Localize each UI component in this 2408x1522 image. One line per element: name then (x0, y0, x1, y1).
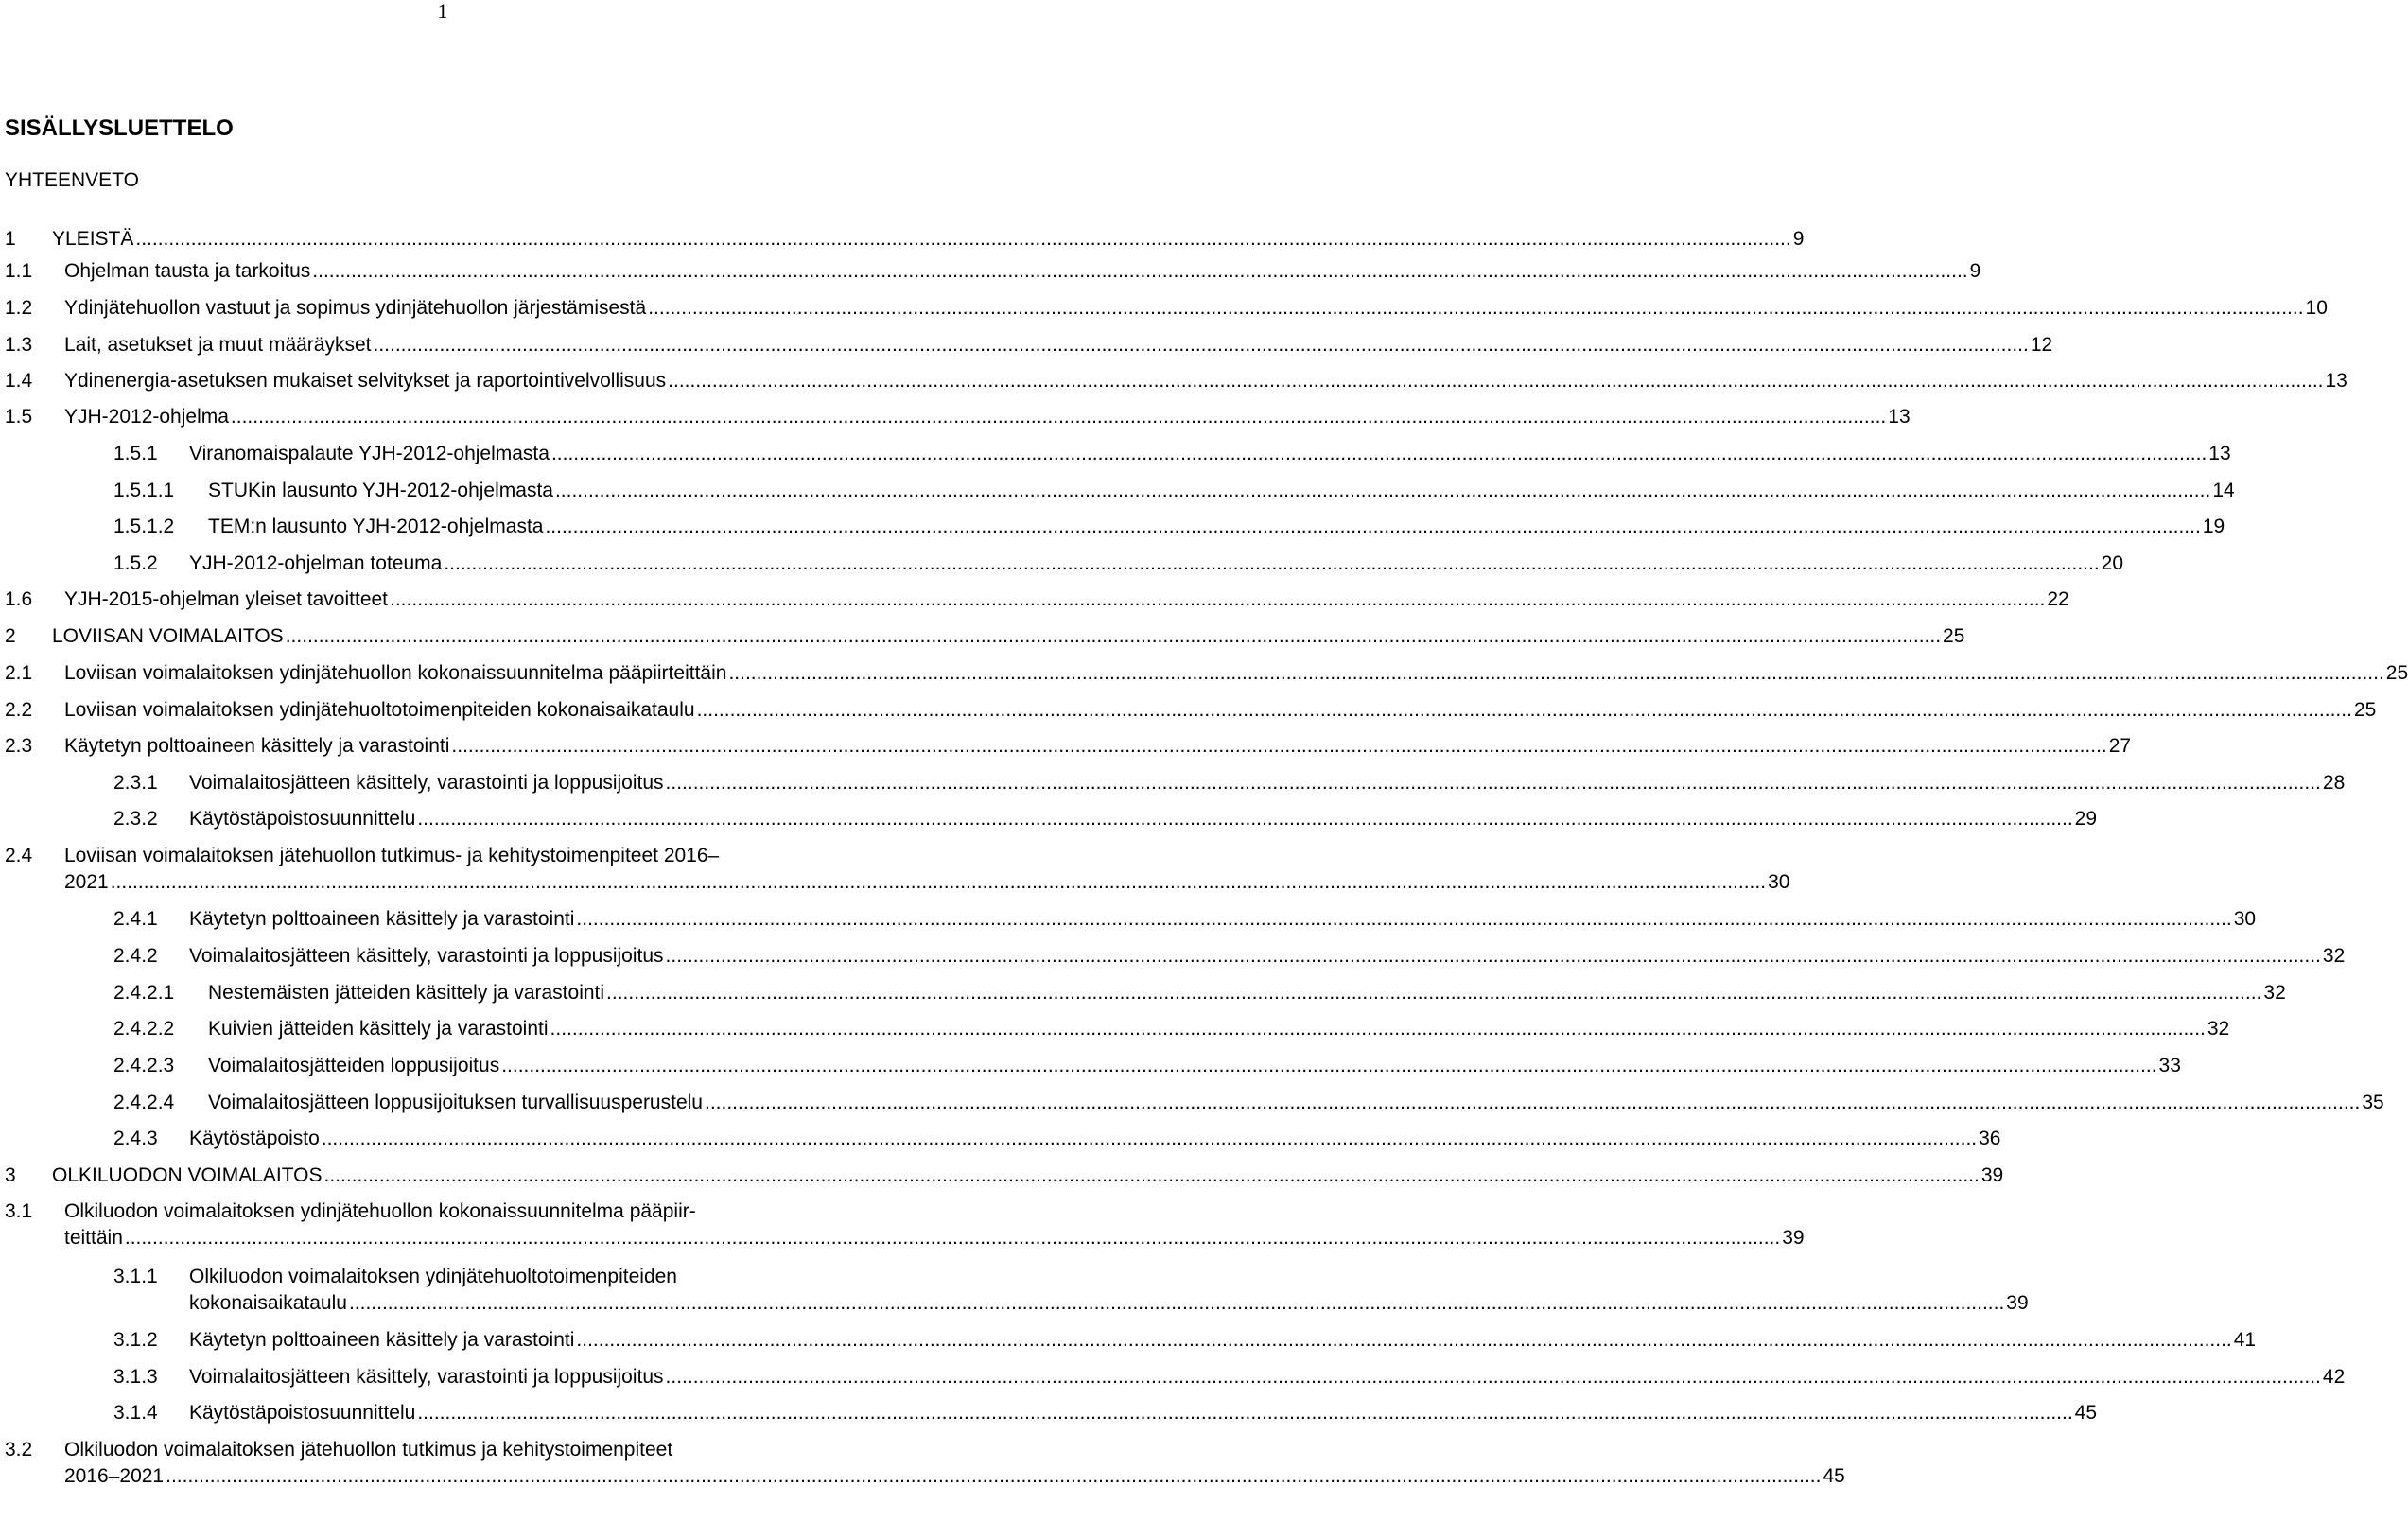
toc-leader-dots: ............................................................................................................................................................................................................................................................................................................ (166, 1465, 1822, 1487)
toc-leader-dots: ............................................................................................................................................................................................................................................................................................................ (665, 1366, 2321, 1388)
toc-entry-title: STUKin lausunto YJH-2012-ohjelmasta (208, 480, 553, 501)
toc-entry[interactable] (0, 1328, 2257, 1355)
toc-entry-page: 28 (2322, 772, 2346, 794)
toc-leader-dots: ............................................................................................................................................................................................................................................................................................................ (373, 334, 2029, 356)
toc-leader-dots: ............................................................................................................................................................................................................................................................................................................ (648, 297, 2304, 319)
toc-entry-page: 19 (2202, 516, 2225, 537)
toc-entry[interactable] (0, 551, 2124, 578)
toc-entry-title: YJH-2015-ohjelman yleiset tavoitteet (64, 588, 389, 610)
toc-entry-number: 1.5 (5, 406, 33, 428)
toc-entry[interactable] (0, 587, 2069, 614)
toc-entry-number: 2.4.2.4 (113, 1092, 175, 1113)
toc-entry-title: Voimalaitosjätteen käsittely, varastointi ja loppusijoitus (189, 772, 664, 794)
toc-entry-page: 9 (1969, 260, 1981, 282)
toc-entry[interactable] (0, 944, 2346, 971)
toc-leader-dots: ............................................................................................................................................................................................................................................................................................................ (576, 1329, 2232, 1351)
toc-leader-dots: ............................................................................................................................................................................................................................................................................................................ (550, 1018, 2206, 1040)
toc-entry-title: Käytetyn polttoaineen käsittely ja varastointi (189, 1329, 575, 1351)
toc-leader-dots: ............................................................................................................................................................................................................................................................................................................ (550, 443, 2207, 464)
toc-entry-page: 20 (2101, 552, 2124, 574)
toc-entry-number: 1.6 (5, 588, 33, 610)
toc-entry-page: 25 (2385, 662, 2408, 684)
toc-entry-title: Voimalaitosjätteen loppusijoituksen turvallisuusperustelu (208, 1092, 703, 1113)
toc-entry-title: Loviisan voimalaitoksen ydinjätehuoltotoimenpiteiden kokonaisaikataulu (64, 699, 695, 721)
toc-leader-dots: ............................................................................................................................................................................................................................................................................................................ (696, 699, 2352, 721)
toc-entry-page: 36 (1979, 1128, 2001, 1149)
toc-entry-title: Nestemäisten jätteiden käsittely ja varastointi (208, 982, 605, 1004)
toc-entry-title: Ydinenergia-asetuksen mukaiset selvitykset ja raportointivelvollisuus (64, 370, 667, 392)
toc-entry-title: TEM:n lausunto YJH-2012-ohjelmasta (208, 516, 544, 537)
toc-leader-dots: ............................................................................................................................................................................................................................................................................................................ (668, 370, 2324, 392)
toc-entry-number: 2.1 (5, 662, 33, 684)
toc-entry-page: 22 (2047, 588, 2069, 610)
toc-entry-number: 2.4 (5, 845, 33, 866)
toc-entry-number: 2.4.2.1 (113, 982, 175, 1004)
toc-entry-number: 3.1.2 (113, 1329, 158, 1351)
toc-entry[interactable] (0, 1401, 2098, 1427)
toc-entry-page: 32 (2322, 945, 2346, 967)
toc-entry-title: Käytöstäpoistosuunnittelu (189, 1402, 416, 1424)
toc-entry-number: 1.5.1.1 (113, 480, 175, 501)
toc-entry-title: Käytöstäpoisto (189, 1128, 320, 1149)
toc-leader-dots: ............................................................................................................................................................................................................................................................................................................ (728, 662, 2384, 684)
toc-entry-number: 1.5.1 (113, 443, 158, 464)
toc-entry-title: Käytöstäpoistosuunnittelu (189, 808, 416, 830)
toc-entry-title: YJH-2012-ohjelman toteuma (189, 552, 443, 574)
toc-entry[interactable] (0, 227, 1805, 254)
toc-entry-number: 2.3 (5, 735, 33, 757)
toc-summary-link[interactable]: YHTEENVETO (5, 169, 139, 191)
toc-entry-number: 1.1 (5, 260, 33, 282)
toc-leader-dots: ............................................................................................................................................................................................................................................................................................................ (545, 516, 2201, 537)
toc-entry-title: Voimalaitosjätteen käsittely, varastointi ja loppusijoitus (189, 1366, 664, 1388)
toc-entry-page: 33 (2158, 1055, 2181, 1076)
toc-leader-dots: ............................................................................................................................................................................................................................................................................................................ (704, 1092, 2361, 1113)
toc-entry[interactable] (0, 807, 2098, 833)
toc-entry-number: 2 (5, 625, 16, 647)
toc-entry-number: 2.4.2.3 (113, 1055, 175, 1076)
toc-entry-title: Loviisan voimalaitoksen ydinjätehuollon kokonaissuunnitelma pääpiirteittäin (64, 662, 727, 684)
toc-title: SISÄLLYSLUETTELO (5, 115, 234, 141)
toc-entry-title: Viranomaispalaute YJH-2012-ohjelmasta (189, 443, 550, 464)
toc-entry-title: Voimalaitosjätteiden loppusijoitus (208, 1055, 500, 1076)
toc-entry-title: Olkiluodon voimalaitoksen jätehuollon tutkimus ja kehitystoimenpiteet (64, 1439, 673, 1461)
toc-entry-title-continued: 2016–2021 (64, 1465, 165, 1487)
toc-entry-number: 1.5.1.2 (113, 516, 175, 537)
toc-entry[interactable] (0, 515, 2225, 541)
toc-entry-page: 10 (2305, 297, 2328, 319)
toc-entry-number: 1.5.2 (113, 552, 158, 574)
toc-entry[interactable] (0, 1017, 2230, 1043)
toc-entry-page: 25 (1943, 625, 1965, 647)
toc-entry-page: 35 (2362, 1092, 2384, 1113)
toc-entry-number: 3.1.4 (113, 1402, 158, 1424)
toc-entry-number: 3 (5, 1164, 16, 1186)
toc-leader-dots: ............................................................................................................................................................................................................................................................................................................ (444, 552, 2100, 574)
toc-leader-dots: ............................................................................................................................................................................................................................................................................................................ (606, 982, 2262, 1004)
toc-entry-number: 3.1.1 (113, 1266, 158, 1287)
toc-entry-page: 27 (2108, 735, 2132, 757)
page-number: 1 (437, 0, 448, 23)
toc-entry-page: 32 (2263, 982, 2286, 1004)
toc-entry-title: Kuivien jätteiden käsittely ja varastointi (208, 1018, 549, 1040)
toc-entry[interactable] (0, 907, 2257, 934)
toc-entry[interactable] (0, 405, 1911, 431)
toc-entry-title: OLKILUODON VOIMALAITOS (52, 1164, 323, 1186)
toc-entry-title: Olkiluodon voimalaitoksen ydinjätehuoltotoimenpiteiden (189, 1266, 677, 1287)
toc-entry-number: 2.4.3 (113, 1128, 158, 1149)
toc-entry-title: Lait, asetukset ja muut määräykset (64, 334, 372, 356)
toc-leader-dots: ............................................................................................................................................................................................................................................................................................................ (554, 480, 2211, 501)
toc-entry[interactable] (0, 1438, 1845, 1493)
toc-entry-title: YJH-2012-ohjelma (64, 406, 229, 428)
toc-entry-number: 1.2 (5, 297, 33, 319)
toc-entry[interactable] (0, 981, 2286, 1007)
toc-entry[interactable] (0, 734, 2132, 761)
toc-leader-dots: ............................................................................................................................................................................................................................................................................................................ (665, 772, 2321, 794)
toc-leader-dots: ............................................................................................................................................................................................................................................................................................................ (124, 1227, 1781, 1249)
toc-leader-dots: ............................................................................................................................................................................................................................................................................................................ (323, 1164, 1980, 1186)
toc-entry-title-continued: kokonaisaikataulu (189, 1292, 347, 1314)
toc-entry-title-continued: teittäin (64, 1227, 123, 1249)
toc-entry-title: Ydinjätehuollon vastuut ja sopimus ydinjätehuollon järjestämisestä (64, 297, 647, 319)
toc-entry-page: 29 (2074, 808, 2098, 830)
toc-entry-title: YLEISTÄ (52, 228, 134, 250)
toc-entry-page: 14 (2212, 480, 2235, 501)
toc-entry[interactable] (0, 698, 2377, 725)
toc-leader-dots: ............................................................................................................................................................................................................................................................................................................ (321, 1128, 1978, 1149)
toc-entry-number: 2.3.2 (113, 808, 158, 830)
toc-leader-dots: ............................................................................................................................................................................................................................................................................................................ (417, 1402, 2073, 1424)
toc-entry[interactable] (0, 1163, 2004, 1190)
toc-entry[interactable] (0, 333, 2053, 359)
toc-entry-title: Ohjelman tausta ja tarkoitus (64, 260, 311, 282)
toc-entry-page: 25 (2353, 699, 2377, 721)
toc-entry[interactable] (0, 1091, 2384, 1117)
toc-entry-page: 30 (1768, 871, 1790, 893)
toc-entry-page: 39 (2006, 1292, 2029, 1314)
toc-leader-dots: ............................................................................................................................................................................................................................................................................................................ (390, 588, 2046, 610)
toc-entry-number: 3.1 (5, 1200, 33, 1222)
toc-leader-dots: ............................................................................................................................................................................................................................................................................................................ (285, 625, 1942, 647)
toc-entry-page: 45 (2074, 1402, 2098, 1424)
toc-entry[interactable] (0, 369, 2347, 395)
toc-entry-number: 1.3 (5, 334, 33, 356)
toc-entry-page: 39 (1980, 1164, 2004, 1186)
toc-entry-number: 2.4.2.2 (113, 1018, 175, 1040)
toc-entry-page: 13 (1888, 406, 1911, 428)
toc-entry[interactable] (0, 259, 1981, 286)
toc-entry-title: Olkiluodon voimalaitoksen ydinjätehuollon kokonaissuunnitelma pääpiir- (64, 1200, 696, 1222)
toc-entry-page: 42 (2322, 1366, 2346, 1388)
toc-entry[interactable] (0, 1199, 1805, 1254)
toc-entry-number: 3.1.3 (113, 1366, 158, 1388)
toc-entry[interactable] (0, 479, 2235, 505)
toc-entry-title: Loviisan voimalaitoksen jätehuollon tutkimus- ja kehitystoimenpiteet 2016– (64, 845, 720, 866)
toc-entry-number: 3.2 (5, 1439, 33, 1461)
toc-entry-title: LOVIISAN VOIMALAITOS (52, 625, 284, 647)
toc-entry-number: 2.4.2 (113, 945, 158, 967)
toc-entry-title: Käytetyn polttoaineen käsittely ja varastointi (189, 908, 575, 930)
toc-entry-page: 13 (2325, 370, 2347, 392)
toc-entry-number: 1 (5, 228, 16, 250)
toc-entry[interactable] (0, 1365, 2346, 1391)
toc-leader-dots: ............................................................................................................................................................................................................................................................................................................ (665, 945, 2321, 967)
toc-entry-page: 30 (2233, 908, 2257, 930)
toc-entry-page: 41 (2233, 1329, 2257, 1351)
toc-entry-page: 39 (1782, 1227, 1805, 1249)
toc-leader-dots: ............................................................................................................................................................................................................................................................................................................ (417, 808, 2073, 830)
toc-entry-page: 13 (2208, 443, 2231, 464)
toc-leader-dots: ............................................................................................................................................................................................................................................................................................................ (135, 228, 1791, 250)
toc-entry[interactable] (0, 296, 2328, 323)
toc-entry-number: 1.4 (5, 370, 33, 392)
toc-entry[interactable] (0, 771, 2346, 797)
toc-leader-dots: ............................................................................................................................................................................................................................................................................................................ (348, 1292, 2005, 1314)
toc-leader-dots: ............................................................................................................................................................................................................................................................................................................ (451, 735, 2107, 757)
toc-entry[interactable] (0, 661, 2408, 688)
toc-entry-page: 32 (2207, 1018, 2230, 1040)
toc-leader-dots: ............................................................................................................................................................................................................................................................................................................ (230, 406, 1887, 428)
toc-entry-number: 2.3.1 (113, 772, 158, 794)
toc-entry[interactable] (0, 624, 1965, 651)
toc-entry-page: 45 (1823, 1465, 1845, 1487)
toc-entry[interactable] (0, 1127, 2001, 1153)
toc-entry-page: 9 (1792, 228, 1805, 250)
toc-leader-dots: ............................................................................................................................................................................................................................................................................................................ (110, 871, 1767, 893)
toc-entry-number: 2.4.1 (113, 908, 158, 930)
toc-leader-dots: ............................................................................................................................................................................................................................................................................................................ (312, 260, 1968, 282)
toc-entry[interactable] (0, 1265, 2029, 1320)
toc-entry-title: Voimalaitosjätteen käsittely, varastointi ja loppusijoitus (189, 945, 664, 967)
toc-entry-number: 2.2 (5, 699, 33, 721)
toc-leader-dots: ............................................................................................................................................................................................................................................................................................................ (501, 1055, 2157, 1076)
toc-entry[interactable] (0, 844, 1790, 899)
toc-entry-page: 12 (2030, 334, 2053, 356)
toc-entry[interactable] (0, 442, 2231, 468)
toc-entry[interactable] (0, 1054, 2181, 1080)
toc-leader-dots: ............................................................................................................................................................................................................................................................................................................ (576, 908, 2232, 930)
toc-entry-title-continued: 2021 (64, 871, 109, 893)
toc-entry-title: Käytetyn polttoaineen käsittely ja varastointi (64, 735, 450, 757)
